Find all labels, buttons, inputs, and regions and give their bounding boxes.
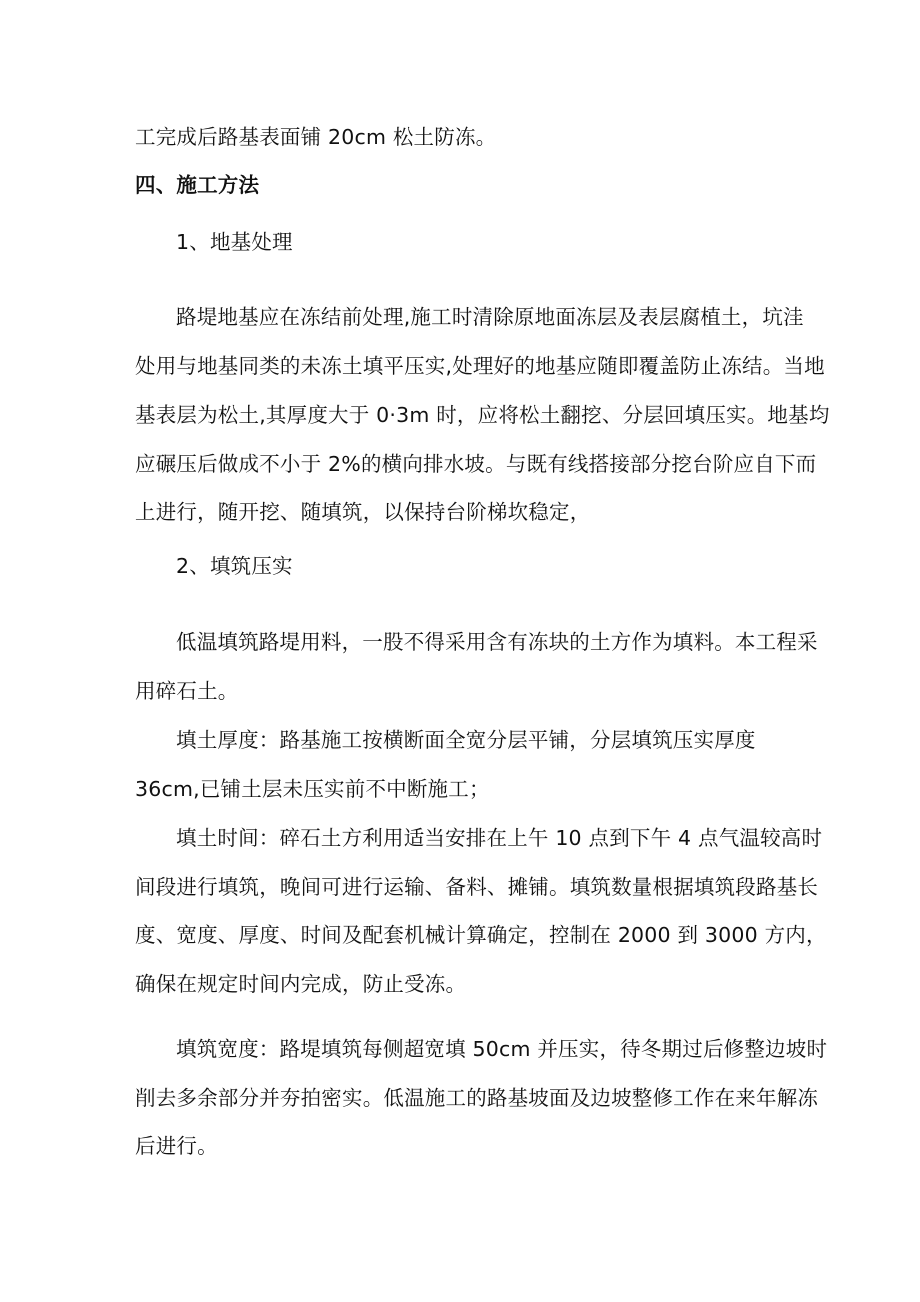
subsection-2-paragraph-3-line: 度、宽度、厚度、时间及配套机械计算确定，控制在 2000 到 3000 方内，: [135, 923, 827, 947]
subsection-2-paragraph-4-line: 填筑宽度：路堤填筑每侧超宽填 50cm 并压实，待冬期过后修整边坡时: [176, 1037, 828, 1061]
subsection-1-paragraph-line: 上进行，随开挖、随填筑，以保持台阶梯坎稳定，: [135, 500, 591, 524]
subsection-1-title: 1、地基处理: [176, 230, 293, 254]
subsection-1-paragraph-line: 应碾压后做成不小于 2%的横向排水坡。与既有线搭接部分挖台阶应自下而: [135, 452, 817, 476]
subsection-2-paragraph-3-line: 确保在规定时间内完成，防止受冻。: [135, 972, 467, 996]
subsection-2-title: 2、填筑压实: [176, 554, 293, 578]
intro-line: 工完成后路基表面铺 20cm 松土防冻。: [135, 125, 497, 149]
subsection-2-paragraph-2-line: 填土厚度：路基施工按横断面全宽分层平铺，分层填筑压实厚度: [176, 728, 756, 752]
subsection-2-paragraph-3-line: 间段进行填筑，晚间可进行运输、备料、摊铺。填筑数量根据填筑段路基长: [135, 875, 819, 899]
section-title: 四、施工方法: [135, 173, 260, 197]
subsection-1-paragraph-line: 处用与地基同类的未冻土填平压实,处理好的地基应随即覆盖防止冻结。当地: [135, 354, 825, 378]
subsection-2-paragraph-4-line: 削去多余部分并夯拍密实。低温施工的路基坡面及边坡整修工作在来年解冻: [135, 1086, 819, 1110]
subsection-2-paragraph-3-line: 填土时间：碎石土方利用适当安排在上午 10 点到下午 4 点气温较高时: [176, 826, 823, 850]
subsection-2-paragraph-1-line: 用碎石土。: [135, 679, 239, 703]
subsection-2-paragraph-2-line: 36cm,已铺土层未压实前不中断施工；: [135, 777, 490, 801]
subsection-2-paragraph-4-line: 后进行。: [135, 1134, 218, 1158]
subsection-1-paragraph-line: 路堤地基应在冻结前处理,施工时清除原地面冻层及表层腐植土，坑洼: [176, 305, 804, 329]
subsection-2-paragraph-1-line: 低温填筑路堤用料，一股不得采用含有冻块的土方作为填料。本工程采: [176, 630, 818, 654]
subsection-1-paragraph-line: 基表层为松土,其厚度大于 0·3m 时，应将松土翻挖、分层回填压实。地基均: [135, 403, 830, 427]
